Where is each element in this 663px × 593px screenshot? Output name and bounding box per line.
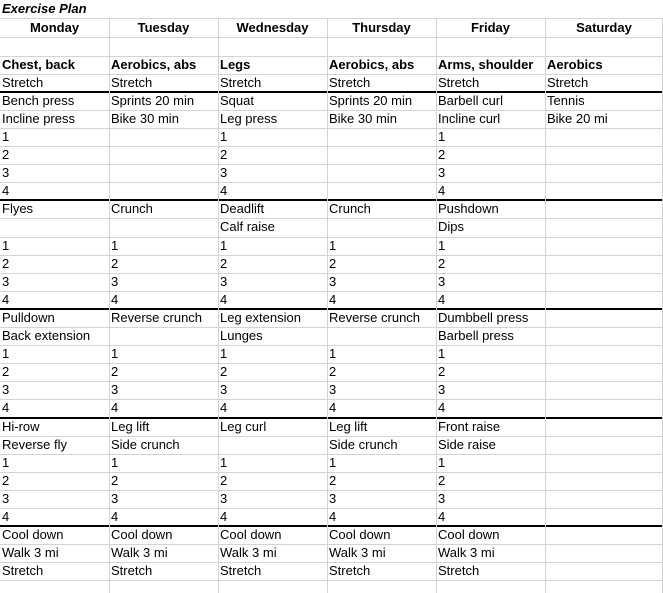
table-cell[interactable]: 2 [2,364,10,379]
table-cell[interactable] [0,218,2,236]
table-cell[interactable]: 2 [111,364,119,379]
table-cell[interactable]: 3 [220,382,228,397]
table-cell[interactable] [545,146,547,164]
table-cell[interactable]: Leg lift [111,419,150,434]
table-cell[interactable]: Leg press [220,111,278,126]
table-cell[interactable]: Stretch [2,563,44,578]
table-cell[interactable]: 4 [111,400,119,415]
table-cell[interactable]: Walk 3 mi [220,545,277,560]
day-header-thursday[interactable]: Thursday [352,20,411,35]
gridline-horizontal [0,182,663,183]
table-cell[interactable]: 2 [2,256,10,271]
table-cell[interactable] [545,128,547,146]
table-cell[interactable]: Walk 3 mi [329,545,386,560]
table-cell[interactable] [545,363,547,381]
table-cell[interactable]: 4 [111,509,119,524]
table-cell[interactable] [109,218,111,236]
table-cell[interactable]: Chest, back [2,57,75,72]
table-cell[interactable]: 1 [2,129,10,144]
table-cell[interactable]: Stretch [111,75,153,90]
table-cell[interactable]: 3 [111,491,119,506]
table-cell[interactable]: Crunch [329,201,371,216]
table-cell[interactable]: 4 [329,400,337,415]
table-cell[interactable]: Legs [220,57,251,72]
table-cell[interactable] [109,164,111,182]
table-cell[interactable]: Cool down [111,527,173,542]
table-cell[interactable]: 2 [111,256,119,271]
table-cell[interactable] [327,164,329,182]
table-cell[interactable]: Pushdown [438,201,499,216]
table-cell[interactable]: 1 [2,346,10,361]
table-cell[interactable] [218,436,220,454]
table-cell[interactable]: 1 [220,346,228,361]
table-cell[interactable]: Reverse crunch [111,310,203,325]
gridline-horizontal [0,580,663,581]
table-cell[interactable]: Arms, shoulder [438,57,534,72]
table-cell[interactable]: 1 [438,238,446,253]
table-cell[interactable]: Bike 30 min [329,111,397,126]
table-cell[interactable] [545,309,547,327]
table-cell[interactable]: Aerobics [547,57,603,72]
table-cell[interactable]: Stretch [329,75,371,90]
table-cell[interactable]: 2 [2,473,10,488]
table-cell[interactable]: Aerobics, abs [111,57,197,72]
table-cell[interactable]: Stretch [547,75,589,90]
table-cell[interactable]: 3 [2,382,10,397]
table-cell[interactable]: Stretch [111,563,153,578]
table-cell[interactable] [545,200,547,218]
table-cell[interactable]: Tennis [547,93,585,108]
table-cell[interactable]: Leg lift [329,419,368,434]
table-cell[interactable]: 3 [438,491,446,506]
table-cell[interactable]: 1 [2,238,10,253]
table-cell[interactable]: 3 [438,274,446,289]
table-cell[interactable]: 2 [438,364,446,379]
table-cell[interactable]: Stretch [329,563,371,578]
table-cell[interactable] [327,218,329,236]
table-cell[interactable]: 2 [220,364,228,379]
table-cell[interactable]: 2 [438,256,446,271]
day-header-saturday[interactable]: Saturday [576,20,632,35]
table-cell[interactable]: 4 [329,292,337,307]
table-cell[interactable] [327,327,329,345]
table-cell[interactable]: 1 [329,455,337,470]
table-cell[interactable] [545,273,547,291]
table-cell[interactable] [327,146,329,164]
day-header-monday[interactable]: Monday [29,20,80,35]
table-cell[interactable]: 3 [111,274,119,289]
table-cell[interactable]: 1 [220,455,228,470]
gridline-horizontal [0,128,663,129]
table-cell[interactable]: Incline press [2,111,75,126]
table-cell[interactable]: 1 [438,455,446,470]
table-cell[interactable]: 1 [111,346,119,361]
table-cell[interactable]: Dumbbell press [438,310,529,325]
table-cell[interactable]: 3 [2,165,10,180]
table-cell[interactable]: 2 [220,256,228,271]
table-cell[interactable]: 4 [438,292,446,307]
day-header-friday[interactable]: Friday [470,20,510,35]
table-cell[interactable] [545,472,547,490]
table-cell[interactable]: 3 [111,382,119,397]
table-cell[interactable]: Barbell curl [438,93,504,108]
table-cell[interactable]: 1 [2,455,10,470]
table-cell[interactable]: 1 [111,455,119,470]
table-cell[interactable]: 4 [2,400,10,415]
table-cell[interactable]: 1 [220,129,228,144]
table-cell[interactable]: 2 [438,473,446,488]
table-cell[interactable]: 2 [111,473,119,488]
table-cell[interactable]: Sprints 20 min [111,93,195,108]
table-cell[interactable]: Dips [438,219,465,234]
table-cell[interactable]: 4 [438,400,446,415]
table-cell[interactable]: 4 [220,292,228,307]
table-cell[interactable]: Cool down [329,527,391,542]
table-cell[interactable] [545,381,547,399]
table-cell[interactable]: 2 [220,147,228,162]
table-cell[interactable] [545,418,547,436]
table-cell[interactable] [545,544,547,562]
table-cell[interactable]: Walk 3 mi [111,545,168,560]
table-cell[interactable]: Stretch [220,75,262,90]
table-cell[interactable] [545,182,547,200]
table-cell[interactable]: 4 [438,509,446,524]
table-cell[interactable]: 4 [220,183,228,198]
gridline-horizontal [0,218,663,219]
table-cell[interactable]: 1 [438,346,446,361]
table-cell[interactable]: 2 [329,256,337,271]
table-cell[interactable]: Flyes [2,201,34,216]
table-cell[interactable]: Leg curl [220,419,267,434]
table-cell[interactable] [545,526,547,544]
table-cell[interactable]: Back extension [2,328,91,343]
table-cell[interactable] [545,562,547,580]
table-cell[interactable] [545,327,547,345]
table-cell[interactable]: Stretch [2,75,44,90]
sheet-title: Exercise Plan [2,1,87,16]
table-cell[interactable]: Front raise [438,419,501,434]
table-cell[interactable]: 2 [329,473,337,488]
table-cell[interactable]: Leg extension [220,310,301,325]
table-cell[interactable]: Reverse crunch [329,310,421,325]
table-cell[interactable]: 1 [111,238,119,253]
table-cell[interactable]: 4 [2,292,10,307]
table-cell[interactable]: Reverse fly [2,437,68,452]
table-cell[interactable]: 4 [2,509,10,524]
table-cell[interactable]: 1 [329,238,337,253]
table-cell[interactable]: Side crunch [111,437,180,452]
table-cell[interactable]: 3 [329,491,337,506]
table-cell[interactable] [545,436,547,454]
table-cell[interactable]: Stretch [438,75,480,90]
table-cell[interactable]: 4 [111,292,119,307]
table-cell[interactable] [545,508,547,526]
table-cell[interactable]: 4 [220,509,228,524]
table-cell[interactable]: Cool down [2,527,64,542]
table-cell[interactable]: Side raise [438,437,496,452]
table-cell[interactable]: 4 [2,183,10,198]
table-cell[interactable] [327,182,329,200]
table-cell[interactable] [109,327,111,345]
table-cell[interactable]: 3 [2,491,10,506]
table-cell[interactable]: Barbell press [438,328,514,343]
day-header-wednesday[interactable]: Wednesday [236,20,309,35]
table-cell[interactable]: 3 [329,274,337,289]
table-cell[interactable]: Crunch [111,201,153,216]
table-cell[interactable]: Squat [220,93,254,108]
table-cell[interactable]: 4 [329,509,337,524]
table-cell[interactable]: 3 [438,382,446,397]
table-cell[interactable]: Walk 3 mi [2,545,59,560]
table-cell[interactable]: Stretch [438,563,480,578]
table-cell[interactable]: Hi-row [2,419,40,434]
table-cell[interactable]: Bench press [2,93,75,108]
table-cell[interactable] [545,454,547,472]
table-cell[interactable]: 3 [220,491,228,506]
table-cell[interactable]: 1 [438,129,446,144]
table-cell[interactable]: Calf raise [220,219,275,234]
table-cell[interactable] [545,399,547,417]
table-cell[interactable]: 2 [2,147,10,162]
table-cell[interactable] [545,345,547,363]
table-cell[interactable]: Incline curl [438,111,501,126]
gridline-horizontal [0,164,663,165]
table-cell[interactable] [545,255,547,273]
table-cell[interactable]: Bike 20 mi [547,111,608,126]
table-cell[interactable]: 1 [220,238,228,253]
table-cell[interactable]: 3 [2,274,10,289]
table-cell[interactable] [545,164,547,182]
table-cell[interactable]: Stretch [220,563,262,578]
table-cell[interactable]: 3 [329,382,337,397]
table-cell[interactable]: 2 [220,473,228,488]
gridline-horizontal [0,146,663,147]
table-cell[interactable]: Side crunch [329,437,398,452]
table-cell[interactable]: Cool down [220,527,282,542]
table-cell[interactable]: Bike 30 min [111,111,179,126]
table-cell[interactable]: Pulldown [2,310,55,325]
table-cell[interactable]: 2 [438,147,446,162]
table-cell[interactable]: Cool down [438,527,500,542]
table-cell[interactable] [545,291,547,309]
table-cell[interactable]: 1 [329,346,337,361]
table-cell[interactable]: 3 [220,274,228,289]
table-cell[interactable] [545,490,547,508]
table-cell[interactable]: Aerobics, abs [329,57,415,72]
table-cell[interactable]: 2 [329,364,337,379]
table-cell[interactable]: Sprints 20 min [329,93,413,108]
table-cell[interactable]: Deadlift [220,201,265,216]
table-cell[interactable]: 3 [438,165,446,180]
table-cell[interactable]: 4 [220,400,228,415]
table-cell[interactable]: Lunges [220,328,263,343]
table-cell[interactable] [109,128,111,146]
table-cell[interactable]: 4 [438,183,446,198]
table-cell[interactable] [109,182,111,200]
table-cell[interactable]: 3 [220,165,228,180]
table-cell[interactable] [327,128,329,146]
table-cell[interactable]: Walk 3 mi [438,545,495,560]
day-header-tuesday[interactable]: Tuesday [137,20,190,35]
gridline-horizontal [0,327,663,328]
table-cell[interactable] [545,218,547,236]
table-cell[interactable] [545,237,547,255]
table-cell[interactable] [109,146,111,164]
